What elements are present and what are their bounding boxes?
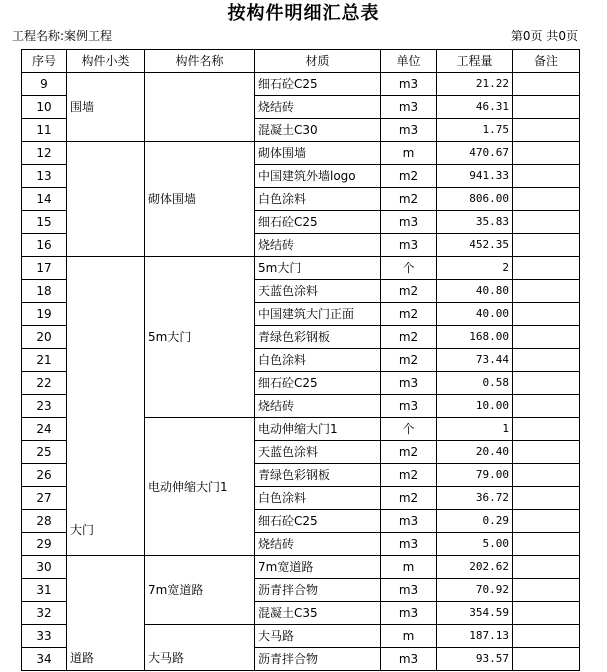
cell-seq: 13 [22, 165, 67, 188]
cell-unit: m3 [381, 119, 437, 142]
cell-unit: m2 [381, 464, 437, 487]
cell-subcategory: 道路 [67, 556, 145, 671]
cell-remark [513, 142, 580, 165]
cell-unit: m [381, 556, 437, 579]
cell-material: 大马路 [255, 625, 381, 648]
cell-seq: 26 [22, 464, 67, 487]
cell-subcategory: 围墙 [67, 73, 145, 142]
cell-seq: 33 [22, 625, 67, 648]
cell-material: 天蓝色涂料 [255, 441, 381, 464]
cell-quantity: 5.00 [437, 533, 513, 556]
cell-quantity: 1 [437, 418, 513, 441]
cell-unit: m3 [381, 234, 437, 257]
cell-material: 沥青拌合物 [255, 579, 381, 602]
cell-quantity: 0.29 [437, 510, 513, 533]
cell-remark [513, 165, 580, 188]
cell-remark [513, 280, 580, 303]
cell-seq: 15 [22, 211, 67, 234]
page-info: 第0页 共0页 [510, 29, 578, 43]
cell-remark [513, 96, 580, 119]
cell-material: 中国建筑大门正面 [255, 303, 381, 326]
cell-material: 青绿色彩钢板 [255, 326, 381, 349]
cell-remark [513, 648, 580, 671]
cell-unit: m3 [381, 96, 437, 119]
cell-remark [513, 487, 580, 510]
cell-remark [513, 533, 580, 556]
cell-seq: 9 [22, 73, 67, 96]
cell-remark [513, 556, 580, 579]
cell-remark [513, 211, 580, 234]
cell-material: 细石砼C25 [255, 510, 381, 533]
cell-seq: 31 [22, 579, 67, 602]
cell-quantity: 73.44 [437, 349, 513, 372]
cell-seq: 11 [22, 119, 67, 142]
project-label: 工程名称: [12, 29, 65, 43]
cell-unit: 个 [381, 418, 437, 441]
cell-quantity: 202.62 [437, 556, 513, 579]
report-title: 按构件明细汇总表 [227, 3, 380, 24]
cell-seq: 30 [22, 556, 67, 579]
cell-material: 烧结砖 [255, 395, 381, 418]
cell-material: 细石砼C25 [255, 211, 381, 234]
cell-component-empty [145, 73, 255, 142]
project-name: 案例工程 [64, 29, 113, 43]
cell-seq: 32 [22, 602, 67, 625]
cell-quantity: 36.72 [437, 487, 513, 510]
cell-seq: 34 [22, 648, 67, 671]
col-header-material: 材质 [255, 50, 381, 73]
cell-seq: 24 [22, 418, 67, 441]
cell-material: 青绿色彩钢板 [255, 464, 381, 487]
cell-quantity: 70.92 [437, 579, 513, 602]
cell-seq: 12 [22, 142, 67, 165]
cell-quantity: 0.58 [437, 372, 513, 395]
cell-quantity: 806.00 [437, 188, 513, 211]
cell-seq: 14 [22, 188, 67, 211]
cell-unit: m3 [381, 579, 437, 602]
cell-remark [513, 257, 580, 280]
cell-quantity: 46.31 [437, 96, 513, 119]
col-header-subcategory: 构件小类 [67, 50, 145, 73]
table-row [22, 556, 580, 579]
cell-remark [513, 395, 580, 418]
cell-quantity: 452.35 [437, 234, 513, 257]
cell-remark [513, 119, 580, 142]
cell-seq: 19 [22, 303, 67, 326]
cell-component: 砌体围墙 [145, 142, 255, 257]
cell-unit: m2 [381, 349, 437, 372]
cell-remark [513, 303, 580, 326]
cell-remark [513, 372, 580, 395]
cell-seq: 27 [22, 487, 67, 510]
table-row [22, 142, 580, 165]
table-row [22, 257, 580, 280]
cell-unit: m2 [381, 326, 437, 349]
cell-unit: m2 [381, 487, 437, 510]
cell-remark [513, 625, 580, 648]
cell-material: 烧结砖 [255, 533, 381, 556]
cell-component: 大马路 [145, 625, 255, 671]
cell-seq: 17 [22, 257, 67, 280]
cell-seq: 22 [22, 372, 67, 395]
table-row [22, 73, 580, 96]
col-header-component: 构件名称 [145, 50, 255, 73]
cell-remark [513, 349, 580, 372]
cell-remark [513, 510, 580, 533]
cell-material: 白色涂料 [255, 188, 381, 211]
cell-material: 混凝土C30 [255, 119, 381, 142]
cell-material: 5m大门 [255, 257, 381, 280]
cell-unit: m3 [381, 73, 437, 96]
cell-component: 5m大门 [145, 257, 255, 418]
cell-quantity: 187.13 [437, 625, 513, 648]
cell-material: 沥青拌合物 [255, 648, 381, 671]
cell-unit: m3 [381, 510, 437, 533]
cell-remark [513, 441, 580, 464]
col-header-remark: 备注 [513, 50, 580, 73]
cell-unit: m3 [381, 533, 437, 556]
cell-component: 7m宽道路 [145, 556, 255, 625]
cell-remark [513, 602, 580, 625]
cell-remark [513, 579, 580, 602]
cell-material: 细石砼C25 [255, 73, 381, 96]
cell-quantity: 40.80 [437, 280, 513, 303]
cell-unit: 个 [381, 257, 437, 280]
cell-quantity: 354.59 [437, 602, 513, 625]
cell-unit: m [381, 625, 437, 648]
cell-material: 7m宽道路 [255, 556, 381, 579]
cell-unit: m3 [381, 602, 437, 625]
cell-remark [513, 188, 580, 211]
cell-quantity: 79.00 [437, 464, 513, 487]
cell-quantity: 2 [437, 257, 513, 280]
cell-seq: 25 [22, 441, 67, 464]
cell-seq: 10 [22, 96, 67, 119]
cell-quantity: 93.57 [437, 648, 513, 671]
cell-unit: m [381, 142, 437, 165]
project-name-line [12, 28, 112, 44]
cell-unit: m2 [381, 188, 437, 211]
cell-quantity: 168.00 [437, 326, 513, 349]
cell-material: 白色涂料 [255, 349, 381, 372]
cell-remark [513, 326, 580, 349]
cell-unit: m3 [381, 211, 437, 234]
cell-unit: m3 [381, 395, 437, 418]
cell-material: 中国建筑外墙logo [255, 165, 381, 188]
cell-quantity: 941.33 [437, 165, 513, 188]
cell-unit: m2 [381, 165, 437, 188]
cell-unit: m2 [381, 280, 437, 303]
cell-remark [513, 418, 580, 441]
cell-seq: 21 [22, 349, 67, 372]
col-header-unit: 单位 [381, 50, 437, 73]
cell-material: 烧结砖 [255, 234, 381, 257]
cell-material: 白色涂料 [255, 487, 381, 510]
cell-quantity: 35.83 [437, 211, 513, 234]
cell-component: 电动伸缩大门1 [145, 418, 255, 556]
cell-material: 电动伸缩大门1 [255, 418, 381, 441]
summary-table [21, 49, 580, 671]
cell-seq: 28 [22, 510, 67, 533]
cell-seq: 16 [22, 234, 67, 257]
cell-seq: 23 [22, 395, 67, 418]
cell-subcategory-empty [67, 142, 145, 257]
cell-material: 细石砼C25 [255, 372, 381, 395]
cell-subcategory: 大门 [67, 257, 145, 556]
cell-unit: m2 [381, 303, 437, 326]
col-header-quantity: 工程量 [437, 50, 513, 73]
cell-material: 混凝土C35 [255, 602, 381, 625]
cell-quantity: 10.00 [437, 395, 513, 418]
cell-material: 砌体围墙 [255, 142, 381, 165]
cell-unit: m3 [381, 648, 437, 671]
cell-quantity: 20.40 [437, 441, 513, 464]
cell-remark [513, 464, 580, 487]
col-header-seq: 序号 [22, 50, 67, 73]
cell-quantity: 1.75 [437, 119, 513, 142]
cell-material: 天蓝色涂料 [255, 280, 381, 303]
cell-material: 烧结砖 [255, 96, 381, 119]
cell-unit: m3 [381, 372, 437, 395]
cell-seq: 18 [22, 280, 67, 303]
cell-unit: m2 [381, 441, 437, 464]
cell-remark [513, 234, 580, 257]
cell-remark [513, 73, 580, 96]
cell-seq: 29 [22, 533, 67, 556]
header-row [22, 50, 580, 73]
cell-quantity: 470.67 [437, 142, 513, 165]
cell-quantity: 40.00 [437, 303, 513, 326]
cell-quantity: 21.22 [437, 73, 513, 96]
cell-seq: 20 [22, 326, 67, 349]
